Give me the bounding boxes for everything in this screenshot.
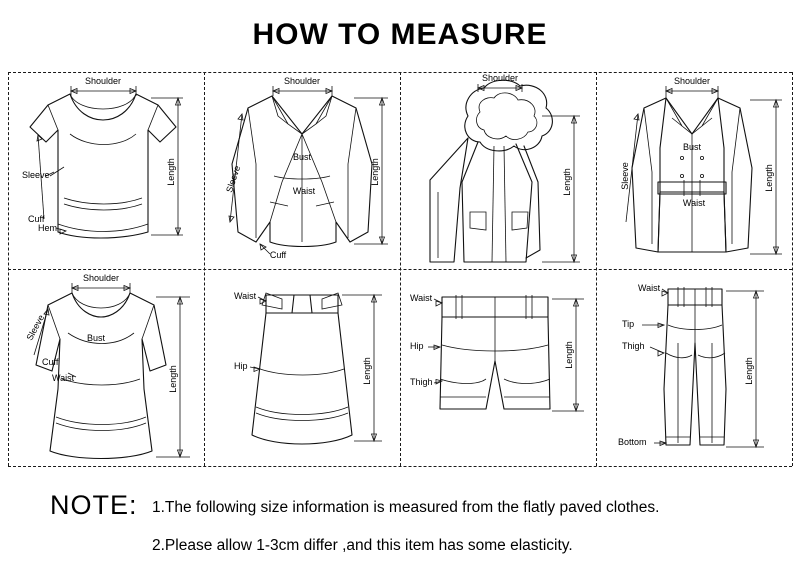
svg-text:Cuff: Cuff [28,214,45,224]
grid-line-right [792,72,793,466]
blazer-diagram [204,72,400,269]
svg-text:Cuff: Cuff [269,250,287,260]
svg-text:Length: Length [764,164,774,192]
svg-text:Cuff: Cuff [42,357,59,367]
svg-text:Length: Length [166,158,176,186]
svg-text:Bust: Bust [682,142,702,152]
svg-text:Waist: Waist [410,293,433,303]
svg-text:Length: Length [564,341,574,369]
svg-text:Waist: Waist [292,186,316,196]
size-chart-grid [8,72,792,466]
svg-text:Waist: Waist [682,198,706,208]
trench-coat-diagram [596,72,792,269]
fur-coat-diagram [400,72,596,269]
svg-text:Shoulder: Shoulder [481,73,519,83]
grid-line-bottom [8,466,792,467]
svg-text:Waist: Waist [52,373,75,383]
svg-text:Shoulder: Shoulder [84,76,122,86]
page-title: HOW TO MEASURE [252,18,548,51]
svg-text:Bottom: Bottom [618,437,647,447]
dress-diagram [8,269,204,466]
svg-text:Sleeve: Sleeve [224,164,243,194]
svg-text:Length: Length [370,158,380,186]
note-label: NOTE: [50,490,138,520]
svg-text:Tip: Tip [622,319,635,329]
svg-text:Shoulder: Shoulder [673,76,711,86]
svg-text:Shoulder: Shoulder [82,273,120,283]
skirt-diagram [204,269,400,466]
svg-text:Sleeve: Sleeve [24,313,47,343]
svg-text:Hem: Hem [38,223,58,233]
svg-text:Length: Length [362,357,372,385]
svg-text:Thigh: Thigh [410,377,433,387]
svg-text:Length: Length [562,168,572,196]
t-shirt-diagram [8,72,204,269]
svg-text:Bust: Bust [86,333,106,343]
svg-text:Length: Length [744,357,754,385]
shorts-diagram [400,269,596,466]
svg-text:Waist: Waist [638,283,661,293]
svg-text:Thigh: Thigh [622,341,645,351]
svg-text:Waist: Waist [234,291,257,301]
svg-text:Sleeve: Sleeve [22,170,50,180]
note-line-2: 2.Please allow 1-3cm differ ,and this item has some elasticity. [152,537,573,554]
svg-text:Shoulder: Shoulder [283,76,321,86]
svg-text:Sleeve: Sleeve [620,162,630,190]
pants-diagram [596,269,792,466]
svg-text:Hip: Hip [234,361,248,371]
svg-text:Length: Length [168,365,178,393]
note-line-1: 1.The following size information is measured from the flatly paved clothes. [152,499,660,516]
svg-text:Bust: Bust [292,152,312,162]
svg-text:Hip: Hip [410,341,424,351]
